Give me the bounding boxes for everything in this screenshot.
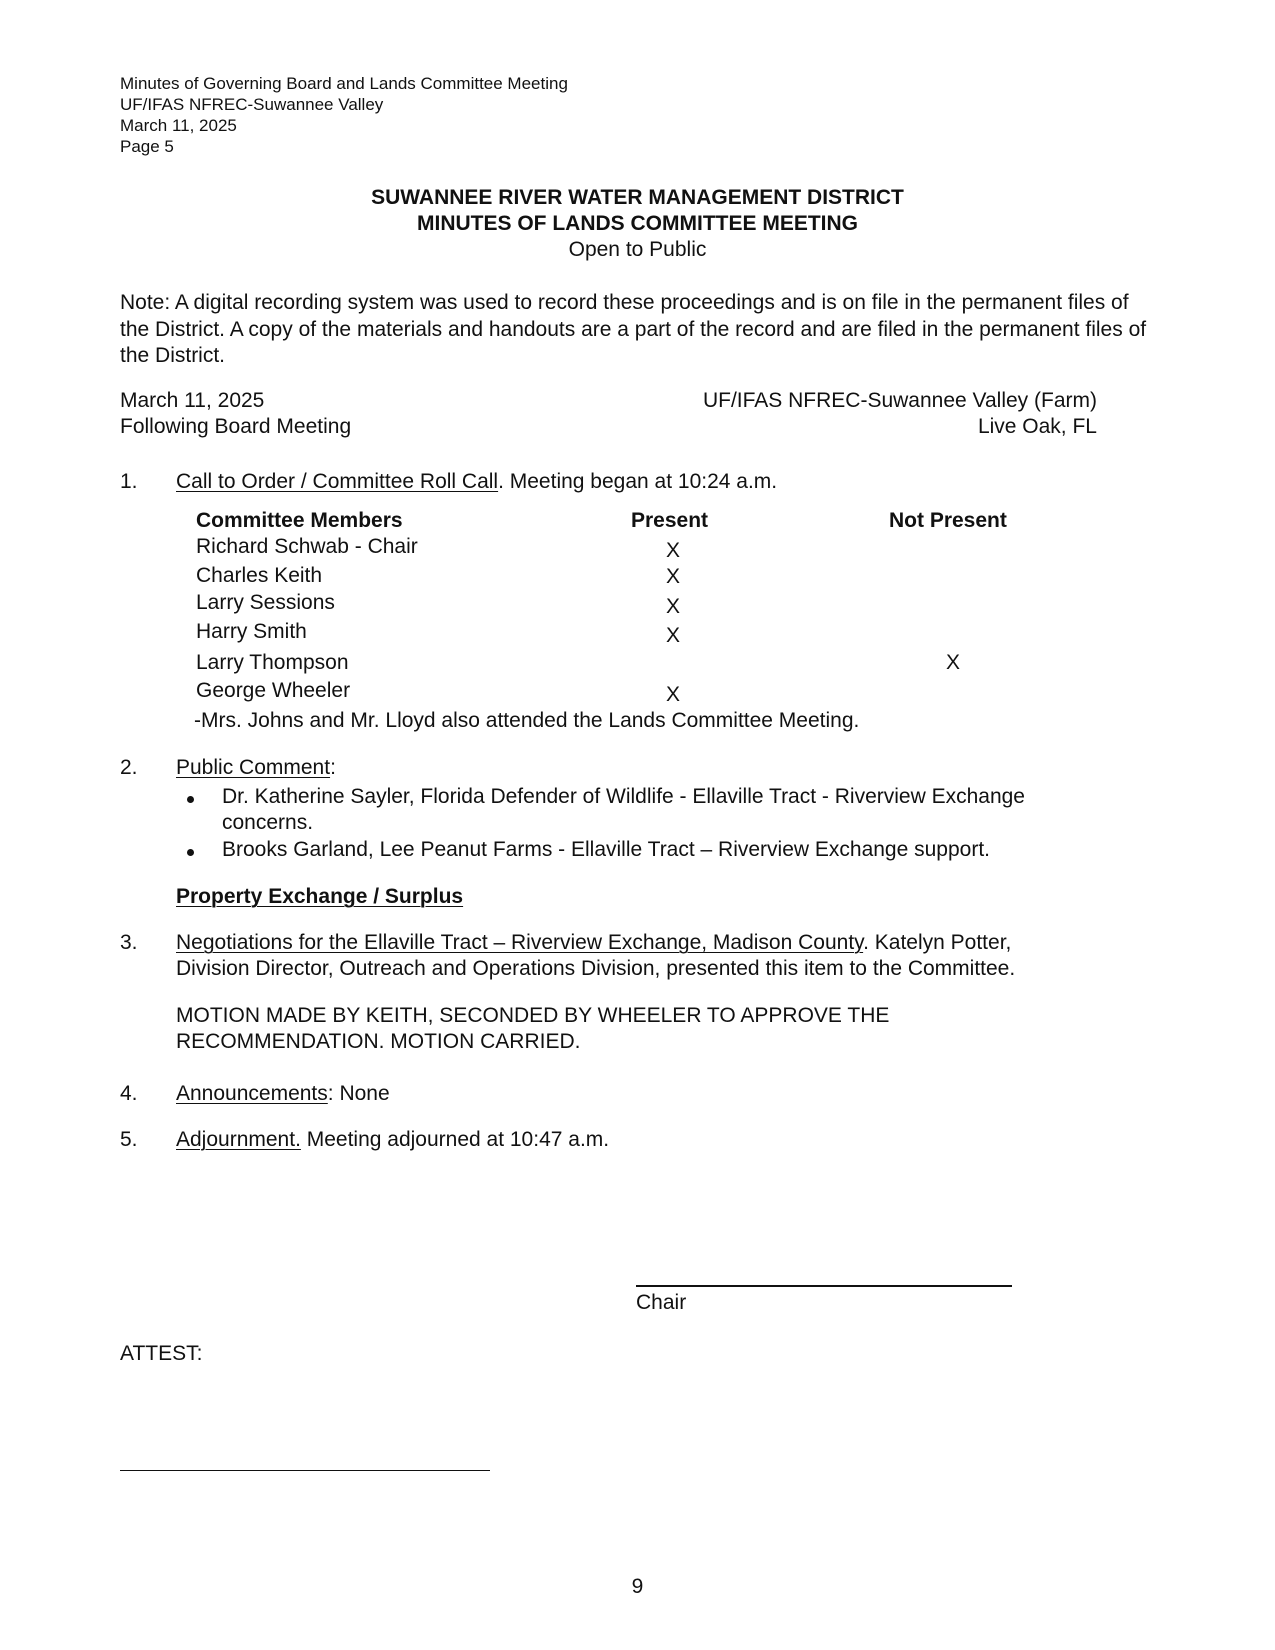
header-line-4: Page 5 xyxy=(120,137,174,156)
header-not-present: Not Present xyxy=(889,509,1007,532)
member-name: Harry Smith xyxy=(196,620,307,643)
header-line-3: March 11, 2025 xyxy=(120,116,237,135)
item-3-title: Negotiations for the Ellaville Tract – Riverview Exchange, Madison County xyxy=(176,931,864,954)
item-2 xyxy=(176,756,336,780)
meeting-title: MINUTES OF LANDS COMMITTEE MEETING xyxy=(417,212,858,235)
item-3-number: 3. xyxy=(120,931,138,954)
item-2-title: Public Comment xyxy=(176,756,331,779)
member-name: Larry Thompson xyxy=(196,651,349,674)
item-5-number: 5. xyxy=(120,1128,138,1151)
item-1-text: . Meeting began at 10:24 a.m. xyxy=(498,470,778,493)
bullet-icon xyxy=(187,796,194,803)
public-comment-1-line-1: Dr. Katherine Sayler, Florida Defender of Wildlife - Ellaville Tract - Riverview Exchange xyxy=(222,785,1025,808)
member-name: Larry Sessions xyxy=(196,591,335,614)
present-mark: X xyxy=(666,595,681,618)
member-name: Charles Keith xyxy=(196,564,323,587)
public-comment-1-line-2: concerns. xyxy=(222,811,314,834)
item-1-title: Call to Order / Committee Roll Call xyxy=(176,470,499,493)
item-5 xyxy=(176,1128,609,1152)
member-name: Richard Schwab - Chair xyxy=(196,535,418,558)
attest-signature-line xyxy=(120,1470,490,1471)
item-3-line-2: Division Director, Outreach and Operations Division, presented this item to the Committee. xyxy=(176,957,1016,980)
header-line-2: UF/IFAS NFREC-Suwannee Valley xyxy=(120,95,384,114)
header-committee-members: Committee Members xyxy=(196,509,403,532)
header-present: Present xyxy=(631,509,709,532)
org-title: SUWANNEE RIVER WATER MANAGEMENT DISTRICT xyxy=(371,186,904,209)
item-2-number: 2. xyxy=(120,756,138,779)
item-4-number: 4. xyxy=(120,1082,138,1105)
present-mark: X xyxy=(666,624,681,647)
item-5-title: Adjournment. xyxy=(176,1128,301,1151)
present-mark: X xyxy=(666,683,681,706)
item-5-text: Meeting adjourned at 10:47 a.m. xyxy=(300,1128,610,1151)
attest-label: ATTEST: xyxy=(120,1342,203,1365)
motion-line-1: MOTION MADE BY KEITH, SECONDED BY WHEELER TO APPROVE THE xyxy=(176,1004,890,1027)
meeting-city: Live Oak, FL xyxy=(977,415,1097,438)
chair-signature-line xyxy=(636,1285,1012,1287)
item-2-suffix: : xyxy=(330,756,336,779)
present-mark: X xyxy=(666,539,681,562)
member-name: George Wheeler xyxy=(196,679,351,702)
roll-call-note: -Mrs. Johns and Mr. Lloyd also attended the Lands Committee Meeting. xyxy=(194,709,860,732)
recording-note: Note: A digital recording system was used to record these proceedings and is on file in the permanent files of the District. A copy of the materials and handouts are a part of the record and are filed in the permanent files of the District. xyxy=(120,291,1147,367)
meeting-date: March 11, 2025 xyxy=(120,389,265,412)
meeting-subtitle: Open to Public xyxy=(568,238,707,261)
section-heading: Property Exchange / Surplus xyxy=(176,885,464,908)
item-4 xyxy=(176,1082,390,1106)
present-mark: X xyxy=(666,565,681,588)
not-present-mark: X xyxy=(946,651,961,674)
chair-label: Chair xyxy=(636,1291,687,1314)
motion-line-2: RECOMMENDATION. MOTION CARRIED. xyxy=(176,1030,581,1053)
item-1-number: 1. xyxy=(120,470,138,493)
item-3-line-1 xyxy=(176,931,1011,955)
header-line-1: Minutes of Governing Board and Lands Committee Meeting xyxy=(120,74,568,93)
meeting-time: Following Board Meeting xyxy=(120,415,352,438)
item-4-text: : None xyxy=(327,1082,390,1105)
item-3-text-1: . Katelyn Potter, xyxy=(863,931,1012,954)
meeting-location: UF/IFAS NFREC-Suwannee Valley (Farm) xyxy=(702,389,1097,412)
public-comment-2: Brooks Garland, Lee Peanut Farms - Ellaville Tract – Riverview Exchange support. xyxy=(222,838,991,861)
item-4-title: Announcements xyxy=(176,1082,328,1105)
page-number: 9 xyxy=(631,1575,644,1598)
item-1 xyxy=(176,470,777,494)
bullet-icon xyxy=(187,849,194,856)
